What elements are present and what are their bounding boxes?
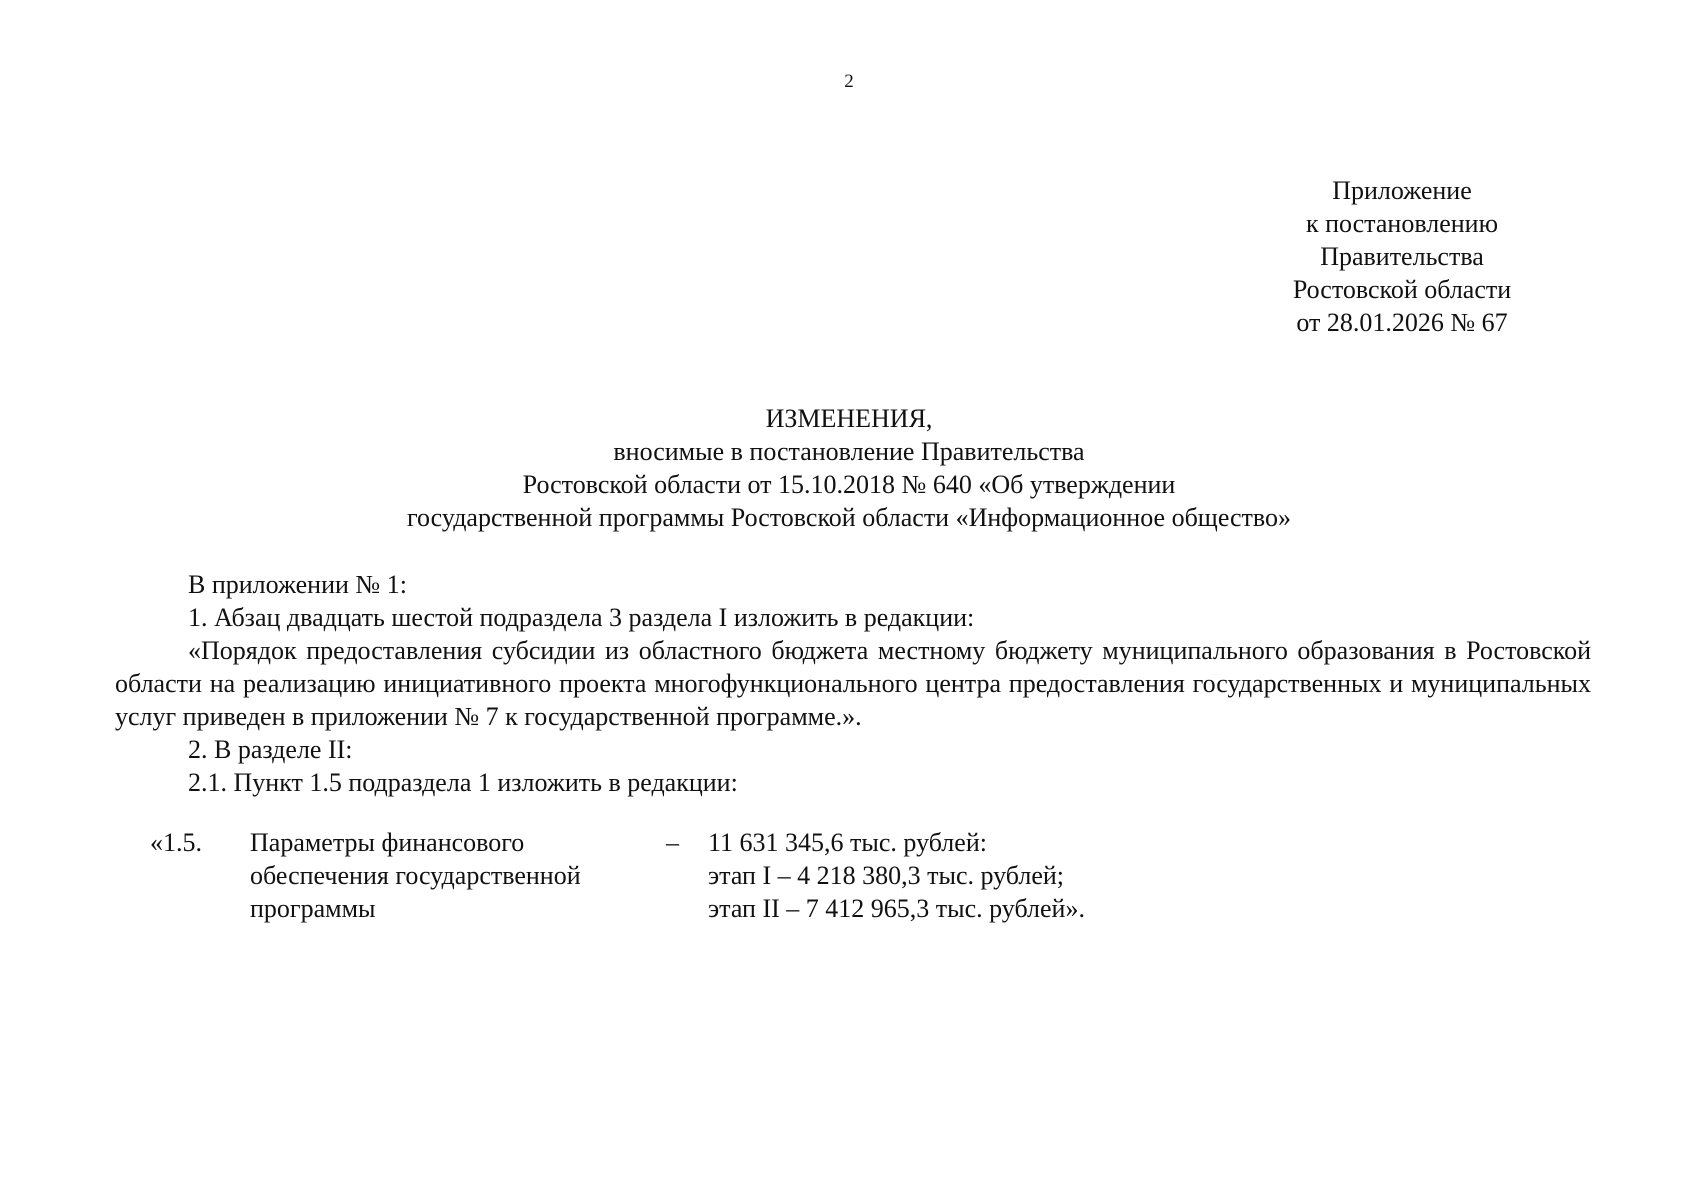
document-title: ИЗМЕНЕНИЯ, (765, 404, 933, 433)
finance-item-values (708, 826, 1085, 925)
appendix-note-line: Приложение (1332, 176, 1472, 205)
item-2-1-paragraph: 2.1. Пункт 1.5 подраздела 1 изложить в редакции: (188, 768, 738, 797)
document-subtitle-line: Ростовской области от 15.10.2018 № 640 «Об утверждении (522, 470, 1176, 499)
document-subtitle-line: государственной программы Ростовской области «Информационное общество» (406, 503, 1292, 532)
item-2-paragraph: 2. В разделе II: (188, 735, 353, 764)
finance-total-value: 11 631 345,6 тыс. рублей: (708, 828, 987, 857)
finance-item-number: «1.5. (150, 828, 202, 857)
finance-stage-1-value: этап I – 4 218 380,3 тыс. рублей; (708, 861, 1065, 890)
finance-item-name-line: Параметры финансового (250, 828, 525, 857)
finance-item-name-line: обеспечения государственной (250, 861, 581, 890)
appendix-note-date-line: от 28.01.2026 № 67 (1296, 308, 1508, 337)
finance-item-dash: – (666, 828, 679, 857)
appendix-note-line: Ростовской области (1292, 275, 1512, 304)
document-subtitle-line: вносимые в постановление Правительства (613, 437, 1085, 466)
document-heading (0, 402, 1698, 534)
item-1-quote-paragraph: «Порядок предоставления субсидии из областного бюджета местному бюджету муниципального образования в Ростовской области на реализацию инициативного проекта многофункционального центра предоставления государственных и муниципальных услуг приведен в приложении № 7 к государственной программе.». (115, 636, 1591, 731)
document-body (115, 568, 1591, 799)
intro-paragraph: В приложении № 1: (188, 570, 407, 599)
appendix-note-line: к постановлению (1305, 209, 1499, 238)
item-1-paragraph: 1. Абзац двадцать шестой подраздела 3 раздела I изложить в редакции: (188, 603, 975, 632)
appendix-note (1252, 174, 1552, 339)
finance-item-name (250, 826, 650, 925)
page-number: 2 (844, 71, 854, 92)
finance-stage-2-value: этап II – 7 412 965,3 тыс. рублей». (708, 894, 1085, 923)
finance-parameters-block (0, 826, 1698, 926)
finance-item-name-line: программы (250, 894, 376, 923)
appendix-note-line: Правительства (1320, 242, 1484, 271)
